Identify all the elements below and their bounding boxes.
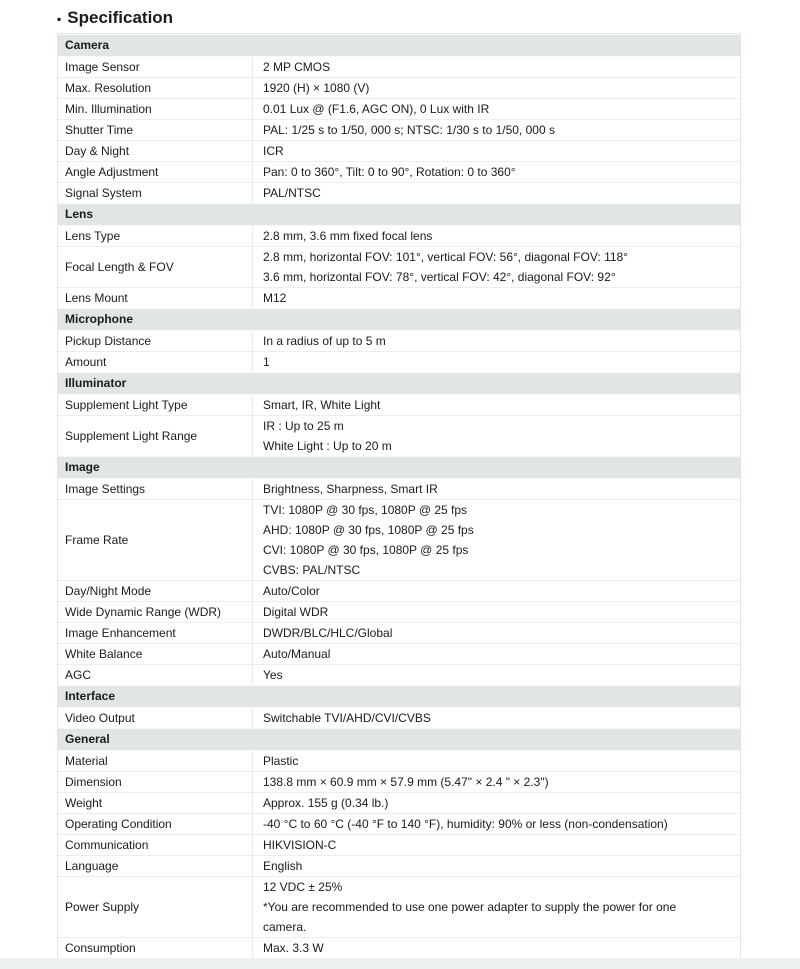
spec-label: Communication xyxy=(58,835,253,855)
spec-value-line: Pan: 0 to 360°, Tilt: 0 to 90°, Rotation: 0 to 360° xyxy=(263,165,516,179)
spec-row xyxy=(58,246,740,287)
spec-value xyxy=(253,162,740,182)
spec-value xyxy=(253,416,740,456)
spec-label: Dimension xyxy=(58,772,253,792)
spec-row xyxy=(58,140,740,161)
spec-value xyxy=(253,623,740,643)
spec-value xyxy=(253,288,740,308)
spec-label: Max. Resolution xyxy=(58,78,253,98)
spec-value-line: 2 MP CMOS xyxy=(263,60,331,74)
spec-row xyxy=(58,226,740,246)
spec-row xyxy=(58,771,740,792)
spec-row xyxy=(58,643,740,664)
spec-value-line: 12 VDC ± 25% xyxy=(263,880,343,894)
spec-value xyxy=(253,120,740,140)
spec-value-line: English xyxy=(263,859,303,873)
spec-value-line: AHD: 1080P @ 30 fps, 1080P @ 25 fps xyxy=(263,523,474,537)
spec-value xyxy=(253,331,740,351)
spec-label: Material xyxy=(58,751,253,771)
spec-value-line: Plastic xyxy=(263,754,299,768)
spec-value xyxy=(253,751,740,771)
spec-value xyxy=(253,141,740,161)
spec-label: Day & Night xyxy=(58,141,253,161)
spec-label: Shutter Time xyxy=(58,120,253,140)
spec-value-line: Digital WDR xyxy=(263,605,329,619)
spec-row xyxy=(58,876,740,937)
spec-row xyxy=(58,57,740,77)
spec-value-line: Approx. 155 g (0.34 lb.) xyxy=(263,796,389,810)
spec-value xyxy=(253,78,740,98)
spec-value xyxy=(253,57,740,77)
spec-value xyxy=(253,814,740,834)
spec-value xyxy=(253,877,740,937)
spec-value-line: 1 xyxy=(263,355,270,369)
spec-value xyxy=(253,938,740,958)
section-header: Illuminator xyxy=(58,372,740,395)
spec-value-line: M12 xyxy=(263,291,287,305)
spec-label: Consumption xyxy=(58,938,253,958)
spec-row xyxy=(58,77,740,98)
spec-value xyxy=(253,183,740,203)
spec-label: Supplement Light Type xyxy=(58,395,253,415)
spec-label: AGC xyxy=(58,665,253,685)
page-title xyxy=(57,8,173,28)
spec-row xyxy=(58,664,740,685)
spec-value-line: TVI: 1080P @ 30 fps, 1080P @ 25 fps xyxy=(263,503,468,517)
spec-row xyxy=(58,580,740,601)
spec-row xyxy=(58,499,740,580)
spec-value xyxy=(253,602,740,622)
spec-row xyxy=(58,161,740,182)
spec-value-line: DWDR/BLC/HLC/Global xyxy=(263,626,393,640)
spec-label: Amount xyxy=(58,352,253,372)
spec-value xyxy=(253,708,740,728)
spec-value xyxy=(253,352,740,372)
spec-row xyxy=(58,415,740,456)
spec-label: Image Sensor xyxy=(58,57,253,77)
section-header: Lens xyxy=(58,203,740,226)
spec-value xyxy=(253,856,740,876)
spec-row xyxy=(58,351,740,372)
spec-value xyxy=(253,665,740,685)
spec-row xyxy=(58,708,740,728)
spec-row xyxy=(58,751,740,771)
spec-label: Image Enhancement xyxy=(58,623,253,643)
spec-label: White Balance xyxy=(58,644,253,664)
spec-label: Frame Rate xyxy=(58,500,253,580)
spec-row xyxy=(58,287,740,308)
spec-label: Weight xyxy=(58,793,253,813)
bullet-icon: ▪ xyxy=(57,12,62,26)
spec-value xyxy=(253,99,740,119)
section-header: General xyxy=(58,728,740,751)
spec-row xyxy=(58,937,740,958)
spec-value xyxy=(253,479,740,499)
spec-value xyxy=(253,772,740,792)
spec-value-line: Brightness, Sharpness, Smart IR xyxy=(263,482,438,496)
spec-value-line: Switchable TVI/AHD/CVI/CVBS xyxy=(263,711,431,725)
spec-value-line: 2.8 mm, horizontal FOV: 101°, vertical FOV: 56°, diagonal FOV: 118° xyxy=(263,250,628,264)
spec-value-line: CVI: 1080P @ 30 fps, 1080P @ 25 fps xyxy=(263,543,469,557)
specification-table xyxy=(57,33,741,959)
spec-value-line: White Light : Up to 20 m xyxy=(263,439,392,453)
page-title-text: Specification xyxy=(67,8,174,27)
spec-label: Day/Night Mode xyxy=(58,581,253,601)
spec-value-line: In a radius of up to 5 m xyxy=(263,334,386,348)
spec-value-line: *You are recommended to use one power adapter to supply the power for one xyxy=(263,900,677,914)
section-header: Interface xyxy=(58,685,740,708)
spec-label: Power Supply xyxy=(58,877,253,937)
spec-label: Video Output xyxy=(58,708,253,728)
spec-value xyxy=(253,395,740,415)
spec-row xyxy=(58,119,740,140)
section-header: Camera xyxy=(58,34,740,57)
spec-row xyxy=(58,792,740,813)
spec-value-line: 2.8 mm, 3.6 mm fixed focal lens xyxy=(263,229,433,243)
spec-value-line: Auto/Manual xyxy=(263,647,331,661)
spec-row xyxy=(58,331,740,351)
spec-label: Lens Type xyxy=(58,226,253,246)
spec-row xyxy=(58,479,740,499)
spec-label: Operating Condition xyxy=(58,814,253,834)
spec-label: Signal System xyxy=(58,183,253,203)
spec-value-line: PAL/NTSC xyxy=(263,186,321,200)
spec-value-line: Smart, IR, White Light xyxy=(263,398,381,412)
spec-value xyxy=(253,247,740,287)
spec-label: Wide Dynamic Range (WDR) xyxy=(58,602,253,622)
spec-row xyxy=(58,601,740,622)
spec-row xyxy=(58,622,740,643)
spec-row xyxy=(58,395,740,415)
spec-value xyxy=(253,793,740,813)
spec-label: Focal Length & FOV xyxy=(58,247,253,287)
spec-value-line: CVBS: PAL/NTSC xyxy=(263,563,361,577)
spec-row xyxy=(58,98,740,119)
spec-value-line: HIKVISION-C xyxy=(263,838,337,852)
spec-value xyxy=(253,581,740,601)
section-header: Microphone xyxy=(58,308,740,331)
spec-row xyxy=(58,855,740,876)
spec-label: Angle Adjustment xyxy=(58,162,253,182)
spec-label: Language xyxy=(58,856,253,876)
spec-value-line: Max. 3.3 W xyxy=(263,941,324,955)
bottom-band xyxy=(0,958,800,969)
section-header: Image xyxy=(58,456,740,479)
spec-value xyxy=(253,500,740,580)
spec-value-line: ICR xyxy=(263,144,284,158)
spec-value xyxy=(253,226,740,246)
spec-value-line: Auto/Color xyxy=(263,584,320,598)
spec-label: Lens Mount xyxy=(58,288,253,308)
spec-value xyxy=(253,644,740,664)
spec-value-line: Yes xyxy=(263,668,283,682)
spec-value-line: IR : Up to 25 m xyxy=(263,419,344,433)
spec-value-line: 0.01 Lux @ (F1.6, AGC ON), 0 Lux with IR xyxy=(263,102,490,116)
spec-value-line: -40 °C to 60 °C (-40 °F to 140 °F), humidity: 90% or less (non-condensation) xyxy=(263,817,668,831)
spec-label: Min. Illumination xyxy=(58,99,253,119)
spec-label: Image Settings xyxy=(58,479,253,499)
spec-value-line: 138.8 mm × 60.9 mm × 57.9 mm (5.47" × 2.4 " × 2.3") xyxy=(263,775,549,789)
spec-label: Pickup Distance xyxy=(58,331,253,351)
spec-value-line: PAL: 1/25 s to 1/50, 000 s; NTSC: 1/30 s to 1/50, 000 s xyxy=(263,123,555,137)
spec-value-line: 3.6 mm, horizontal FOV: 78°, vertical FOV: 42°, diagonal FOV: 92° xyxy=(263,270,616,284)
spec-label: Supplement Light Range xyxy=(58,416,253,456)
spec-row xyxy=(58,834,740,855)
spec-value-line: camera. xyxy=(263,920,307,934)
spec-value xyxy=(253,835,740,855)
spec-row xyxy=(58,813,740,834)
spec-row xyxy=(58,182,740,203)
spec-value-line: 1920 (H) × 1080 (V) xyxy=(263,81,370,95)
